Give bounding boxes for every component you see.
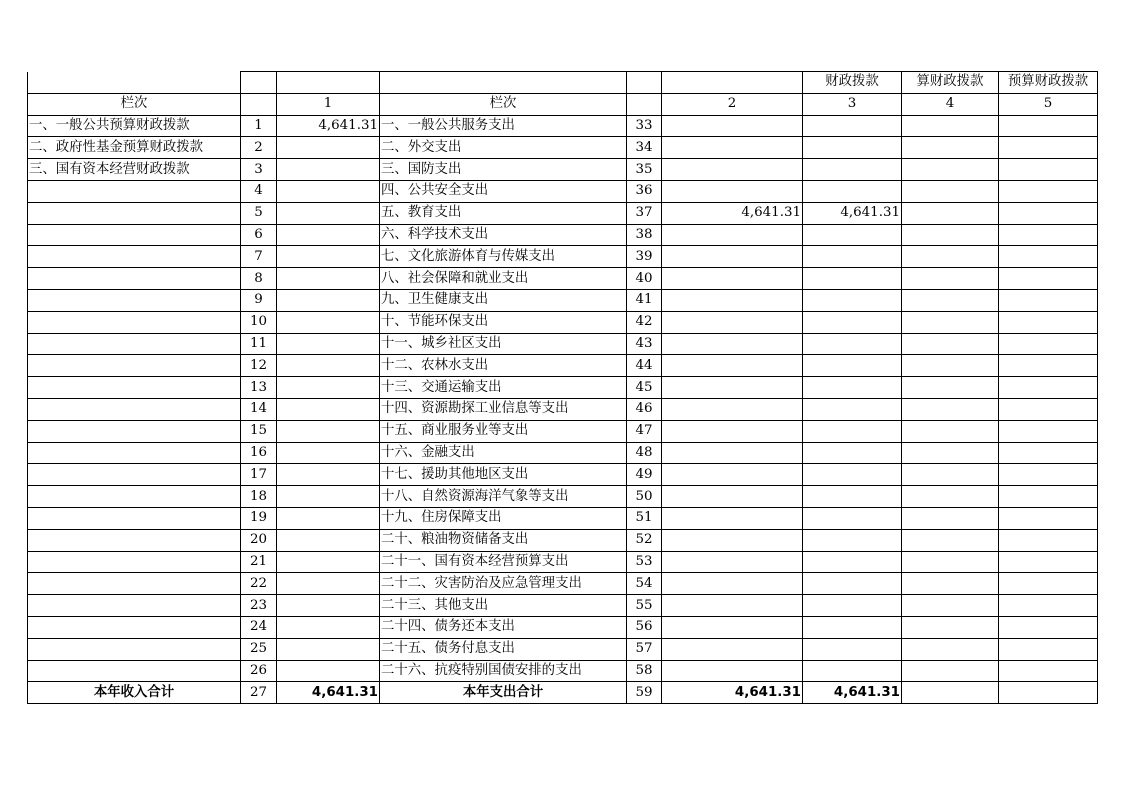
expense-row-number: 41 (627, 289, 662, 311)
expense-item-label: 九、卫生健康支出 (380, 289, 627, 311)
expense-amount-col2: 4,641.31 (662, 202, 803, 224)
expense-amount-col3 (803, 638, 902, 660)
col-label: 栏次 (28, 93, 241, 115)
budget-table (27, 71, 1098, 704)
income-amount: 4,641.31 (277, 115, 380, 137)
income-row-number: 19 (241, 507, 277, 529)
income-amount (277, 616, 380, 638)
expense-amount-col3 (803, 246, 902, 268)
expense-item-label: 四、公共安全支出 (380, 180, 627, 202)
table-row (28, 289, 1098, 311)
expense-item-label: 十七、援助其他地区支出 (380, 464, 627, 486)
col-label: 1 (277, 93, 380, 115)
expense-item-label: 八、社会保障和就业支出 (380, 268, 627, 290)
table-row (28, 137, 1098, 159)
expense-total-col5 (999, 682, 1098, 704)
expense-amount-col2 (662, 115, 803, 137)
expense-amount-col2 (662, 464, 803, 486)
expense-item-label: 十、节能环保支出 (380, 311, 627, 333)
expense-row-number: 34 (627, 137, 662, 159)
expense-amount-col4 (902, 311, 999, 333)
expense-amount-col3 (803, 159, 902, 181)
expense-row-number: 38 (627, 224, 662, 246)
income-item-label (28, 464, 241, 486)
income-row-number: 6 (241, 224, 277, 246)
expense-amount-col2 (662, 486, 803, 508)
income-amount (277, 355, 380, 377)
expense-amount-col2 (662, 333, 803, 355)
expense-row-number: 55 (627, 595, 662, 617)
table-row (28, 333, 1098, 355)
table-row (28, 464, 1098, 486)
income-total-amount: 4,641.31 (277, 682, 380, 704)
expense-amount-col3 (803, 268, 902, 290)
table-row (28, 246, 1098, 268)
expense-amount-col4 (902, 115, 999, 137)
expense-amount-col3 (803, 420, 902, 442)
expense-item-label: 十三、交通运输支出 (380, 377, 627, 399)
expense-amount-col2 (662, 442, 803, 464)
income-row-number: 23 (241, 595, 277, 617)
income-total-number: 27 (241, 682, 277, 704)
expense-row-number: 51 (627, 507, 662, 529)
expense-amount-col5 (999, 289, 1098, 311)
expense-amount-col2 (662, 377, 803, 399)
table-row (28, 224, 1098, 246)
expense-item-label: 十八、自然资源海洋气象等支出 (380, 486, 627, 508)
expense-amount-col4 (902, 268, 999, 290)
expense-item-label: 六、科学技术支出 (380, 224, 627, 246)
income-item-label (28, 398, 241, 420)
header-top-cell-fiscal: 财政拨款 (803, 72, 902, 94)
income-amount (277, 486, 380, 508)
income-item-label (28, 180, 241, 202)
expense-amount-col5 (999, 573, 1098, 595)
expense-item-label: 十一、城乡社区支出 (380, 333, 627, 355)
expense-amount-col5 (999, 115, 1098, 137)
total-row (28, 682, 1098, 704)
table-row (28, 616, 1098, 638)
expense-item-label: 二十四、债务还本支出 (380, 616, 627, 638)
income-row-number: 9 (241, 289, 277, 311)
expense-amount-col4 (902, 246, 999, 268)
expense-amount-col5 (999, 398, 1098, 420)
expense-row-number: 54 (627, 573, 662, 595)
income-item-label (28, 377, 241, 399)
income-item-label: 三、国有资本经营财政拨款 (28, 159, 241, 181)
income-row-number: 2 (241, 137, 277, 159)
table-row (28, 311, 1098, 333)
expense-row-number: 52 (627, 529, 662, 551)
income-amount (277, 246, 380, 268)
income-item-label (28, 311, 241, 333)
expense-item-label: 一、一般公共服务支出 (380, 115, 627, 137)
expense-amount-col3 (803, 311, 902, 333)
expense-amount-col5 (999, 311, 1098, 333)
table-row (28, 486, 1098, 508)
expense-amount-col3 (803, 289, 902, 311)
expense-amount-col4 (902, 529, 999, 551)
expense-amount-col4 (902, 355, 999, 377)
expense-amount-col4 (902, 464, 999, 486)
header-top-row (28, 72, 1098, 94)
expense-amount-col4 (902, 660, 999, 682)
expense-amount-col2 (662, 398, 803, 420)
expense-amount-col4 (902, 159, 999, 181)
expense-amount-col2 (662, 595, 803, 617)
income-item-label (28, 573, 241, 595)
expense-total-col3: 4,641.31 (803, 682, 902, 704)
expense-amount-col4 (902, 180, 999, 202)
expense-row-number: 43 (627, 333, 662, 355)
expense-amount-col3 (803, 115, 902, 137)
expense-amount-col4 (902, 616, 999, 638)
expense-amount-col4 (902, 442, 999, 464)
expense-amount-col5 (999, 595, 1098, 617)
expense-amount-col3 (803, 660, 902, 682)
expense-amount-col2 (662, 137, 803, 159)
expense-amount-col4 (902, 398, 999, 420)
income-amount (277, 551, 380, 573)
income-amount (277, 464, 380, 486)
income-amount (277, 595, 380, 617)
income-amount (277, 377, 380, 399)
expense-amount-col2 (662, 660, 803, 682)
income-row-number: 20 (241, 529, 277, 551)
income-item-label (28, 289, 241, 311)
expense-row-number: 57 (627, 638, 662, 660)
income-row-number: 12 (241, 355, 277, 377)
expense-amount-col5 (999, 529, 1098, 551)
expense-amount-col4 (902, 333, 999, 355)
expense-amount-col2 (662, 420, 803, 442)
income-amount (277, 660, 380, 682)
income-item-label (28, 595, 241, 617)
table-row (28, 573, 1098, 595)
table-row (28, 660, 1098, 682)
col-label: 3 (803, 93, 902, 115)
expense-amount-col5 (999, 224, 1098, 246)
table-row (28, 507, 1098, 529)
income-row-number: 21 (241, 551, 277, 573)
expense-item-label: 五、教育支出 (380, 202, 627, 224)
expense-amount-col5 (999, 551, 1098, 573)
income-amount (277, 137, 380, 159)
table-row (28, 115, 1098, 137)
expense-total-number: 59 (627, 682, 662, 704)
income-row-number: 22 (241, 573, 277, 595)
income-row-number: 3 (241, 159, 277, 181)
income-amount (277, 638, 380, 660)
expense-amount-col2 (662, 180, 803, 202)
expense-amount-col5 (999, 420, 1098, 442)
header-top-cell (241, 72, 277, 94)
col-label (627, 93, 662, 115)
income-item-label (28, 638, 241, 660)
expense-amount-col3 (803, 398, 902, 420)
income-row-number: 4 (241, 180, 277, 202)
expense-amount-col2 (662, 529, 803, 551)
expense-amount-col3 (803, 137, 902, 159)
income-amount (277, 311, 380, 333)
expense-amount-col3 (803, 573, 902, 595)
expense-amount-col5 (999, 180, 1098, 202)
expense-amount-col2 (662, 246, 803, 268)
expense-amount-col5 (999, 355, 1098, 377)
expense-amount-col5 (999, 268, 1098, 290)
income-item-label: 二、政府性基金预算财政拨款 (28, 137, 241, 159)
expense-item-label: 十四、资源勘探工业信息等支出 (380, 398, 627, 420)
income-item-label: 一、一般公共预算财政拨款 (28, 115, 241, 137)
expense-amount-col4 (902, 551, 999, 573)
expense-row-number: 33 (627, 115, 662, 137)
expense-row-number: 58 (627, 660, 662, 682)
expense-amount-col5 (999, 486, 1098, 508)
expense-amount-col5 (999, 246, 1098, 268)
income-row-number: 11 (241, 333, 277, 355)
table-row (28, 377, 1098, 399)
expense-amount-col5 (999, 616, 1098, 638)
expense-amount-col2 (662, 268, 803, 290)
col-label (241, 93, 277, 115)
income-row-number: 15 (241, 420, 277, 442)
income-item-label (28, 420, 241, 442)
income-row-number: 17 (241, 464, 277, 486)
table-row (28, 551, 1098, 573)
expense-amount-col5 (999, 660, 1098, 682)
table-row (28, 529, 1098, 551)
expense-item-label: 十六、金融支出 (380, 442, 627, 464)
income-item-label (28, 442, 241, 464)
expense-item-label: 十五、商业服务业等支出 (380, 420, 627, 442)
expense-item-label: 二十三、其他支出 (380, 595, 627, 617)
table-row (28, 442, 1098, 464)
header-top-cell (277, 72, 380, 94)
expense-amount-col3 (803, 355, 902, 377)
income-item-label (28, 355, 241, 377)
expense-row-number: 42 (627, 311, 662, 333)
table-row (28, 638, 1098, 660)
expense-item-label: 二十、粮油物资储备支出 (380, 529, 627, 551)
income-row-number: 8 (241, 268, 277, 290)
expense-amount-col3 (803, 529, 902, 551)
expense-amount-col5 (999, 159, 1098, 181)
income-row-number: 24 (241, 616, 277, 638)
expense-amount-col4 (902, 638, 999, 660)
expense-amount-col2 (662, 355, 803, 377)
expense-total-col4 (902, 682, 999, 704)
header-top-cell (28, 72, 241, 94)
expense-row-number: 45 (627, 377, 662, 399)
expense-item-label: 十二、农林水支出 (380, 355, 627, 377)
expense-amount-col5 (999, 507, 1098, 529)
income-row-number: 16 (241, 442, 277, 464)
table-row (28, 268, 1098, 290)
income-row-number: 13 (241, 377, 277, 399)
expense-amount-col2 (662, 616, 803, 638)
income-item-label (28, 268, 241, 290)
expense-row-number: 46 (627, 398, 662, 420)
expense-row-number: 53 (627, 551, 662, 573)
expense-amount-col4 (902, 202, 999, 224)
income-item-label (28, 246, 241, 268)
income-amount (277, 507, 380, 529)
expense-amount-col5 (999, 377, 1098, 399)
income-item-label (28, 529, 241, 551)
expense-amount-col3 (803, 486, 902, 508)
income-amount (277, 398, 380, 420)
expense-amount-col3 (803, 551, 902, 573)
expense-amount-col4 (902, 224, 999, 246)
income-amount (277, 202, 380, 224)
expense-amount-col4 (902, 289, 999, 311)
expense-amount-col2 (662, 311, 803, 333)
expense-amount-col2 (662, 573, 803, 595)
expense-item-label: 二十五、债务付息支出 (380, 638, 627, 660)
expense-amount-col3 (803, 464, 902, 486)
expense-amount-col4 (902, 595, 999, 617)
income-amount (277, 442, 380, 464)
income-row-number: 1 (241, 115, 277, 137)
income-total-label: 本年收入合计 (28, 682, 241, 704)
income-item-label (28, 486, 241, 508)
col-label: 4 (902, 93, 999, 115)
expense-amount-col3 (803, 507, 902, 529)
header-top-cell-fiscal: 预算财政拨款 (999, 72, 1098, 94)
expense-amount-col4 (902, 507, 999, 529)
header-top-cell-fiscal: 算财政拨款 (902, 72, 999, 94)
income-amount (277, 289, 380, 311)
table-row (28, 398, 1098, 420)
income-item-label (28, 660, 241, 682)
income-row-number: 18 (241, 486, 277, 508)
expense-row-number: 39 (627, 246, 662, 268)
income-item-label (28, 616, 241, 638)
expense-item-label: 二十一、国有资本经营预算支出 (380, 551, 627, 573)
col-label: 2 (662, 93, 803, 115)
expense-amount-col5 (999, 442, 1098, 464)
table-row (28, 355, 1098, 377)
income-amount (277, 268, 380, 290)
table-row (28, 595, 1098, 617)
expense-item-label: 三、国防支出 (380, 159, 627, 181)
expense-row-number: 47 (627, 420, 662, 442)
expense-row-number: 50 (627, 486, 662, 508)
expense-amount-col2 (662, 507, 803, 529)
expense-item-label: 七、文化旅游体育与传媒支出 (380, 246, 627, 268)
expense-amount-col4 (902, 377, 999, 399)
income-amount (277, 573, 380, 595)
expense-amount-col3 (803, 333, 902, 355)
income-amount (277, 420, 380, 442)
income-amount (277, 159, 380, 181)
income-item-label (28, 333, 241, 355)
income-row-number: 14 (241, 398, 277, 420)
expense-amount-col4 (902, 573, 999, 595)
income-item-label (28, 507, 241, 529)
table-row (28, 420, 1098, 442)
expense-amount-col2 (662, 551, 803, 573)
expense-amount-col3 (803, 442, 902, 464)
income-row-number: 5 (241, 202, 277, 224)
expense-amount-col5 (999, 202, 1098, 224)
expense-amount-col5 (999, 638, 1098, 660)
expense-item-label: 二十二、灾害防治及应急管理支出 (380, 573, 627, 595)
income-row-number: 25 (241, 638, 277, 660)
income-amount (277, 333, 380, 355)
expense-item-label: 二十六、抗疫特别国债安排的支出 (380, 660, 627, 682)
expense-item-label: 二、外交支出 (380, 137, 627, 159)
income-amount (277, 529, 380, 551)
col-label: 5 (999, 93, 1098, 115)
expense-amount-col5 (999, 137, 1098, 159)
expense-row-number: 48 (627, 442, 662, 464)
table-row (28, 180, 1098, 202)
expense-amount-col5 (999, 333, 1098, 355)
expense-amount-col5 (999, 464, 1098, 486)
expense-row-number: 40 (627, 268, 662, 290)
expense-row-number: 44 (627, 355, 662, 377)
expense-total-col2: 4,641.31 (662, 682, 803, 704)
table-row (28, 159, 1098, 181)
expense-amount-col3 (803, 377, 902, 399)
expense-total-label: 本年支出合计 (380, 682, 627, 704)
income-row-number: 7 (241, 246, 277, 268)
expense-amount-col2 (662, 289, 803, 311)
expense-amount-col3 (803, 224, 902, 246)
expense-amount-col3 (803, 180, 902, 202)
expense-row-number: 37 (627, 202, 662, 224)
expense-row-number: 36 (627, 180, 662, 202)
income-row-number: 26 (241, 660, 277, 682)
income-item-label (28, 202, 241, 224)
expense-amount-col4 (902, 137, 999, 159)
income-row-number: 10 (241, 311, 277, 333)
expense-amount-col3: 4,641.31 (803, 202, 902, 224)
header-top-cell (380, 72, 627, 94)
column-label-row (28, 93, 1098, 115)
expense-amount-col4 (902, 420, 999, 442)
expense-row-number: 56 (627, 616, 662, 638)
expense-item-label: 十九、住房保障支出 (380, 507, 627, 529)
expense-amount-col2 (662, 159, 803, 181)
expense-amount-col2 (662, 638, 803, 660)
table-row (28, 202, 1098, 224)
expense-row-number: 49 (627, 464, 662, 486)
expense-amount-col4 (902, 486, 999, 508)
income-item-label (28, 224, 241, 246)
income-amount (277, 180, 380, 202)
header-top-cell (662, 72, 803, 94)
header-top-cell (627, 72, 662, 94)
expense-row-number: 35 (627, 159, 662, 181)
expense-amount-col3 (803, 595, 902, 617)
expense-amount-col3 (803, 616, 902, 638)
col-label: 栏次 (380, 93, 627, 115)
income-item-label (28, 551, 241, 573)
income-amount (277, 224, 380, 246)
expense-amount-col2 (662, 224, 803, 246)
